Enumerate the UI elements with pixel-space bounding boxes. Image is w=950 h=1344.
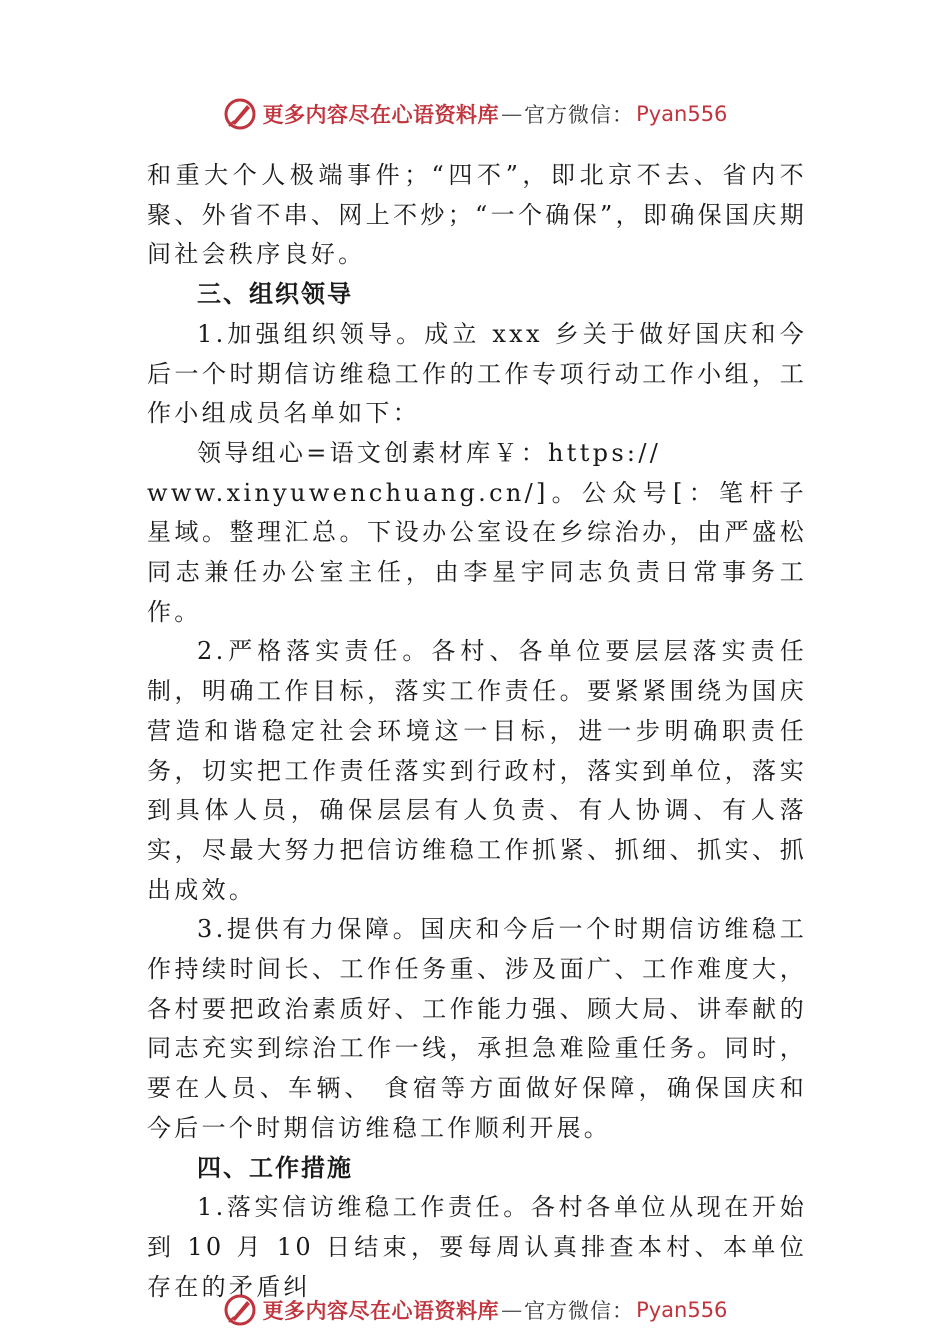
quill-logo-icon (223, 97, 257, 131)
paragraph: 1.落实信访维稳工作责任。各村各单位从现在开始到 10 月 10 日结束，要每周认真排查本村、本单位存在的矛盾纠 (147, 1193, 807, 1301)
paragraph-line: 领导组心=语文创素材库￥：https:// (197, 438, 662, 467)
paragraph: www.xinyuwenchuang.cn/]。公众号[：笔杆子星域。整理汇总。下设办公室设在乡综治办，由严盛松同志兼任办公室主任，由李星宇同志负责日常事务工作。 (147, 478, 807, 626)
quill-logo-icon (223, 1293, 257, 1327)
section-heading-organization: 三、组织领导 (197, 280, 353, 309)
paragraph: 和重大个人极端事件；“四不”，即北京不去、省内不聚、外省不串、网上不炒；“一个确保”，即确保国庆期间社会秩序良好。 (147, 161, 807, 269)
paragraph: 2.严格落实责任。各村、各单位要层层落实责任制，明确工作目标，落实工作责任。要紧紧围绕为国庆营造和谐稳定社会环境这一目标，进一步明确职责任务，切实把工作责任落实到行政村，落实到单位，落实到具体人员，确保层层有人负责、有人协调、有人落实，尽最大努力把信访维稳工作抓紧、抓细、抓实、抓出成效。 (147, 637, 807, 904)
footer-watermark (0, 1290, 950, 1330)
section-heading-measures: 四、工作措施 (197, 1153, 353, 1182)
footer-wechat-id: Pyan556 (636, 1298, 728, 1322)
paragraph: 3.提供有力保障。国庆和今后一个时期信访维稳工作持续时间长、工作任务重、涉及面广、工作难度大，各村要把政治素质好、工作能力强、顾大局、讲奉献的同志充实到综治工作一线，承担急难险重任务。同时，要在人员、车辆、 食宿等方面做好保障，确保国庆和今后一个时期信访维稳工作顺利开展。 (147, 915, 807, 1142)
footer-wechat-label: 官方微信： (524, 1299, 635, 1323)
paragraph (147, 434, 807, 474)
footer-brand: 更多内容尽在心语资料库 (262, 1298, 500, 1323)
paragraph: 1.加强组织领导。成立 xxx 乡关于做好国庆和今后一个时期信访维稳工作的工作专项行动工作小组，工作小组成员名单如下： (147, 319, 807, 428)
header-watermark (0, 94, 950, 134)
header-wechat-id: Pyan556 (636, 102, 728, 126)
header-wechat-label: 官方微信： (524, 103, 635, 127)
header-dash: — (501, 102, 523, 126)
document-body (147, 156, 807, 1307)
header-brand: 更多内容尽在心语资料库 (262, 102, 500, 127)
footer-dash: — (501, 1298, 523, 1322)
